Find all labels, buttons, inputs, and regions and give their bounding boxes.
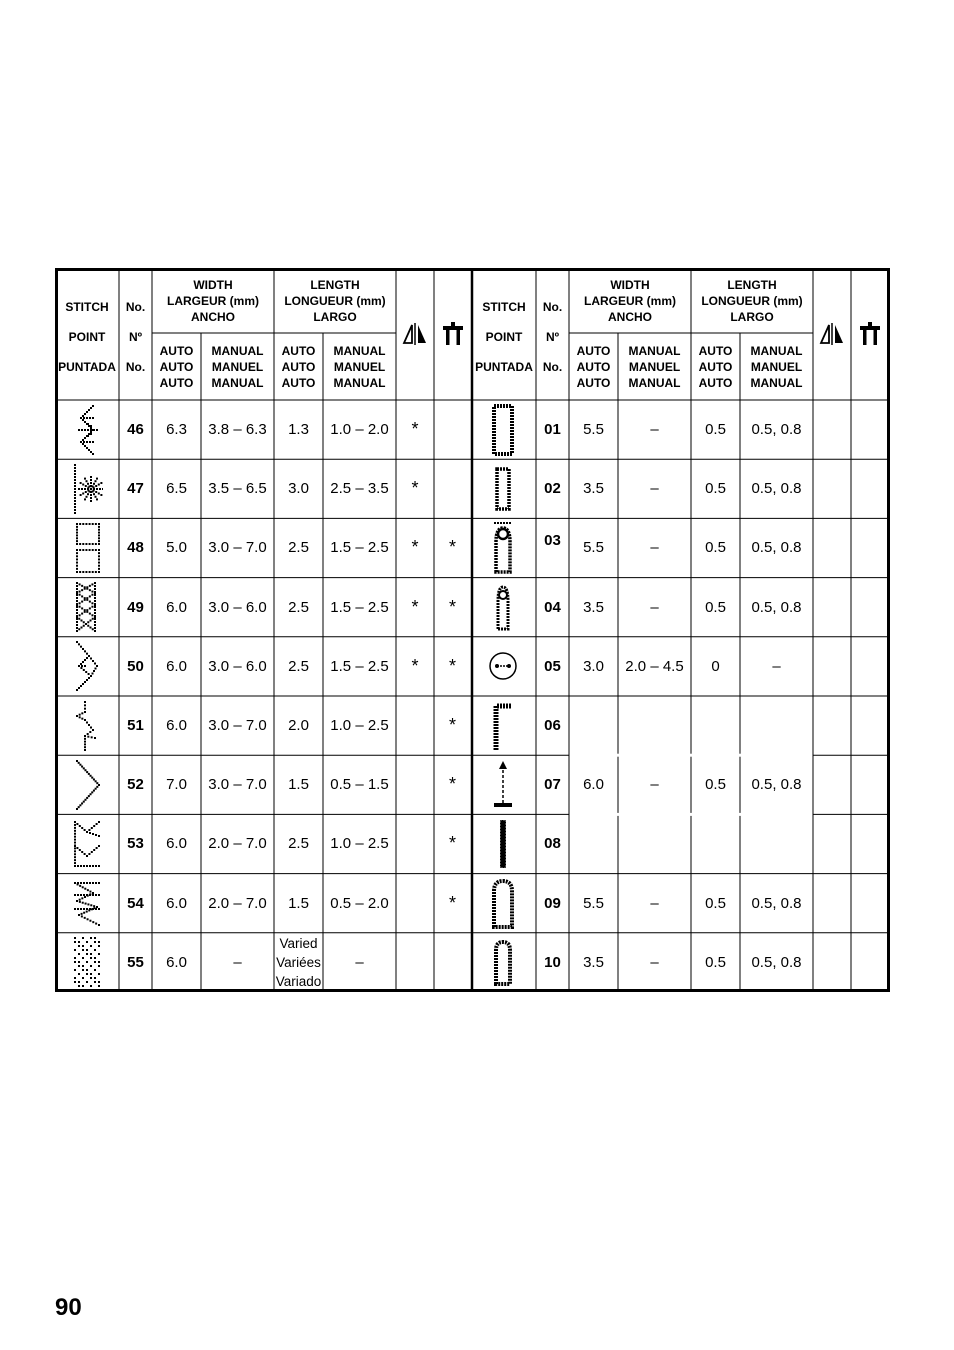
button-sew-05-icon-glyph bbox=[488, 638, 520, 694]
width-manual: 2.0 – 4.5 bbox=[625, 657, 684, 675]
header-width-auto-line: AUTO bbox=[159, 343, 194, 358]
width-auto: 3.5 bbox=[583, 598, 604, 616]
mirror-mark: * bbox=[411, 537, 419, 558]
stitch-49-icon-glyph bbox=[71, 579, 103, 635]
header-length-auto-line: AUTO bbox=[281, 343, 316, 358]
header-length-line: LONGUEUR (mm) bbox=[284, 293, 386, 308]
header-length-auto-line: AUTO bbox=[698, 359, 733, 374]
twin-needle-icon bbox=[434, 268, 471, 400]
header-no bbox=[536, 268, 569, 400]
stitch-number: 50 bbox=[127, 657, 144, 675]
width-manual: 3.0 – 7.0 bbox=[208, 717, 267, 735]
stitch-number: 09 bbox=[544, 894, 561, 912]
mirror-mark bbox=[396, 874, 434, 933]
length-auto: 3.0 bbox=[288, 480, 309, 498]
length-manual: 1.5 – 2.5 bbox=[330, 539, 389, 557]
width-auto: 5.0 bbox=[166, 539, 187, 557]
mirror-glyph bbox=[402, 323, 428, 345]
header-width-line: ANCHO bbox=[191, 309, 235, 324]
twin-needle-mark: * bbox=[448, 596, 456, 617]
header-length-auto-line: AUTO bbox=[281, 359, 316, 374]
length-auto-line: Variado bbox=[275, 973, 322, 989]
header-width bbox=[569, 268, 691, 333]
header-width-manual-line: MANUAL bbox=[628, 343, 681, 358]
twin-needle-mark: * bbox=[448, 715, 456, 736]
length-auto: 0.5 bbox=[705, 480, 726, 498]
eyelet-bar-07-icon bbox=[472, 755, 536, 814]
header-width-manual-line: MANUAL bbox=[211, 343, 264, 358]
length-manual: 1.0 – 2.5 bbox=[330, 835, 389, 853]
twin-needle-glyph bbox=[442, 322, 464, 346]
header-length-manual-line: MANUAL bbox=[333, 343, 386, 358]
width-manual: 3.0 – 7.0 bbox=[208, 776, 267, 794]
header-length-manual bbox=[323, 333, 396, 400]
width-auto: 6.3 bbox=[166, 421, 187, 439]
mirror-icon bbox=[396, 268, 434, 400]
width-manual: – bbox=[650, 421, 659, 439]
stitch-number: 08 bbox=[544, 835, 561, 853]
mirror-mark: * bbox=[411, 419, 419, 440]
width-manual-merged: – bbox=[650, 776, 659, 794]
length-auto: 0.5 bbox=[705, 539, 726, 557]
buttonhole-02-icon-glyph bbox=[488, 461, 520, 517]
header-length-manual-line: MANUEL bbox=[333, 359, 386, 374]
stitch-number: 03 bbox=[544, 532, 561, 550]
stitch-number: 54 bbox=[127, 894, 144, 912]
header-width-auto-line: AUTO bbox=[576, 343, 611, 358]
header-width-line: ANCHO bbox=[608, 309, 652, 324]
header-width-auto bbox=[152, 333, 201, 400]
page-number: 90 bbox=[55, 1294, 82, 1321]
length-auto: 2.0 bbox=[288, 717, 309, 735]
width-auto: 6.0 bbox=[166, 953, 187, 971]
header-no-label: No. bbox=[125, 360, 146, 374]
mirror-icon bbox=[813, 268, 851, 400]
length-auto-merged: 0.5 bbox=[705, 776, 726, 794]
twin-needle-mark bbox=[434, 933, 471, 992]
stitch-number: 52 bbox=[127, 776, 144, 794]
header-width-line: LARGEUR (mm) bbox=[167, 293, 259, 308]
header-length-manual-line: MANUAL bbox=[750, 343, 803, 358]
header-width-manual-line: MANUEL bbox=[211, 359, 264, 374]
header-width-manual-line: MANUEL bbox=[628, 359, 681, 374]
stitch-55-icon bbox=[55, 933, 119, 992]
stitch-53-icon bbox=[55, 814, 119, 873]
stitch-number: 53 bbox=[127, 835, 144, 853]
header-width-line: WIDTH bbox=[610, 277, 650, 292]
header-no-label: No. bbox=[542, 300, 563, 314]
bartack-08-icon bbox=[472, 814, 536, 873]
stitch-number: 48 bbox=[127, 539, 144, 557]
twin-needle-icon bbox=[851, 268, 888, 400]
twin-needle-mark: * bbox=[448, 655, 456, 676]
header-width-auto-line: AUTO bbox=[159, 359, 194, 374]
width-auto: 6.0 bbox=[166, 835, 187, 853]
header-length-auto-line: AUTO bbox=[281, 375, 316, 390]
length-manual: 1.0 – 2.0 bbox=[330, 421, 389, 439]
twin-needle-mark: * bbox=[448, 774, 456, 795]
width-manual: – bbox=[650, 598, 659, 616]
header-width-auto-line: AUTO bbox=[576, 375, 611, 390]
header-width-manual-line: MANUAL bbox=[628, 375, 681, 390]
header-stitch-label: PUNTADA bbox=[475, 360, 533, 374]
stitch-47-icon bbox=[55, 459, 119, 518]
stitch-51-icon-glyph bbox=[71, 698, 103, 754]
length-auto bbox=[274, 933, 323, 992]
buttonhole-03-icon-glyph bbox=[488, 520, 520, 576]
header-width-line: WIDTH bbox=[193, 277, 233, 292]
stitch-55-icon-glyph bbox=[71, 934, 103, 990]
mirror-mark bbox=[396, 755, 434, 814]
header-length bbox=[691, 268, 813, 333]
buttonhole-09-icon bbox=[472, 874, 536, 933]
width-auto-merged: 6.0 bbox=[583, 776, 604, 794]
width-manual: 2.0 – 7.0 bbox=[208, 835, 267, 853]
length-manual: 1.0 – 2.5 bbox=[330, 717, 389, 735]
header-length-auto bbox=[691, 333, 740, 400]
stitch-52-icon-glyph bbox=[71, 757, 103, 813]
width-manual: – bbox=[650, 539, 659, 557]
width-auto: 3.0 bbox=[583, 657, 604, 675]
width-auto: 6.5 bbox=[166, 480, 187, 498]
header-width-line: LARGEUR (mm) bbox=[584, 293, 676, 308]
length-manual: 0.5 – 2.0 bbox=[330, 894, 389, 912]
buttonhole-10-icon-glyph bbox=[488, 934, 520, 990]
header-no bbox=[119, 268, 152, 400]
length-manual: 1.5 – 2.5 bbox=[330, 657, 389, 675]
mirror-mark bbox=[396, 933, 434, 992]
header-no-label: Nº bbox=[128, 330, 143, 344]
stitch-number: 02 bbox=[544, 480, 561, 498]
bartack-08-icon-glyph bbox=[488, 816, 520, 872]
mirror-mark: * bbox=[411, 655, 419, 676]
length-manual: 0.5, 0.8 bbox=[751, 598, 802, 616]
header-length-line: LENGTH bbox=[310, 277, 360, 292]
buttonhole-10-icon bbox=[472, 933, 536, 992]
header-width-auto-line: AUTO bbox=[576, 359, 611, 374]
header-no-label: No. bbox=[542, 360, 563, 374]
width-manual: – bbox=[233, 953, 242, 971]
length-auto: 1.5 bbox=[288, 776, 309, 794]
stitch-52-icon bbox=[55, 755, 119, 814]
header-length bbox=[274, 268, 396, 333]
width-manual: – bbox=[650, 894, 659, 912]
eyelet-bar-07-icon-glyph bbox=[488, 757, 520, 813]
header-length-manual-line: MANUAL bbox=[333, 375, 386, 390]
length-manual: 0.5, 0.8 bbox=[751, 421, 802, 439]
stitch-46-icon-glyph bbox=[71, 402, 103, 458]
width-auto: 6.0 bbox=[166, 894, 187, 912]
length-manual: 2.5 – 3.5 bbox=[330, 480, 389, 498]
stitch-number: 10 bbox=[544, 953, 561, 971]
stitch-48-icon-glyph bbox=[71, 520, 103, 576]
darning-06-icon bbox=[472, 696, 536, 755]
length-manual: 0.5 – 1.5 bbox=[330, 776, 389, 794]
header-length-line: LONGUEUR (mm) bbox=[701, 293, 803, 308]
width-auto: 3.5 bbox=[583, 480, 604, 498]
stitch-54-icon bbox=[55, 874, 119, 933]
header-width-auto bbox=[569, 333, 618, 400]
stitch-number: 49 bbox=[127, 598, 144, 616]
stitch-number: 47 bbox=[127, 480, 144, 498]
length-auto: 0.5 bbox=[705, 598, 726, 616]
width-auto: 5.5 bbox=[583, 894, 604, 912]
stitch-number: 55 bbox=[127, 953, 144, 971]
mirror-glyph bbox=[819, 323, 845, 345]
stitch-number: 46 bbox=[127, 421, 144, 439]
width-manual: 3.0 – 6.0 bbox=[208, 598, 267, 616]
header-width bbox=[152, 268, 274, 333]
twin-needle-mark: * bbox=[448, 892, 456, 913]
length-manual: – bbox=[772, 657, 781, 675]
buttonhole-03-icon bbox=[472, 518, 536, 577]
stitch-number: 06 bbox=[544, 717, 561, 735]
length-manual: – bbox=[355, 953, 364, 971]
stitch-table bbox=[55, 268, 890, 992]
header-length-line: LARGO bbox=[730, 309, 774, 324]
stitch-48-icon bbox=[55, 518, 119, 577]
header-length-line: LENGTH bbox=[727, 277, 777, 292]
mirror-mark: * bbox=[411, 596, 419, 617]
length-manual: 0.5, 0.8 bbox=[751, 953, 802, 971]
width-manual: 3.8 – 6.3 bbox=[208, 421, 267, 439]
length-auto: 0.5 bbox=[705, 953, 726, 971]
header-length-line: LARGO bbox=[313, 309, 357, 324]
length-auto: 0.5 bbox=[705, 421, 726, 439]
mirror-mark bbox=[396, 814, 434, 873]
stitch-number: 04 bbox=[544, 598, 561, 616]
stitch-51-icon bbox=[55, 696, 119, 755]
header-stitch bbox=[472, 268, 536, 400]
buttonhole-09-icon-glyph bbox=[488, 875, 520, 931]
button-sew-05-icon bbox=[472, 637, 536, 696]
stitch-54-icon-glyph bbox=[71, 875, 103, 931]
header-stitch bbox=[55, 268, 119, 400]
width-auto: 6.0 bbox=[166, 598, 187, 616]
stitch-number: 05 bbox=[544, 657, 561, 675]
header-no-label: Nº bbox=[545, 330, 560, 344]
header-length-auto bbox=[274, 333, 323, 400]
buttonhole-01-icon bbox=[472, 400, 536, 459]
stitch-53-icon-glyph bbox=[71, 816, 103, 872]
length-auto: 0 bbox=[711, 657, 720, 675]
header-stitch-label: POINT bbox=[485, 330, 523, 344]
header-width-manual bbox=[201, 333, 274, 400]
width-manual: 3.5 – 6.5 bbox=[208, 480, 267, 498]
width-auto: 6.0 bbox=[166, 657, 187, 675]
buttonhole-02-icon bbox=[472, 459, 536, 518]
header-stitch-label: STITCH bbox=[482, 300, 526, 314]
buttonhole-04-icon-glyph bbox=[488, 579, 520, 635]
header-length-manual bbox=[740, 333, 813, 400]
header-length-manual-line: MANUEL bbox=[750, 359, 803, 374]
width-manual: – bbox=[650, 480, 659, 498]
length-auto: 1.5 bbox=[288, 894, 309, 912]
length-auto: 0.5 bbox=[705, 894, 726, 912]
width-manual: 3.0 – 7.0 bbox=[208, 539, 267, 557]
length-manual: 0.5, 0.8 bbox=[751, 480, 802, 498]
twin-needle-mark bbox=[434, 459, 471, 518]
stitch-50-icon-glyph bbox=[71, 638, 103, 694]
length-auto-line: Varied bbox=[279, 935, 318, 951]
twin-needle-mark: * bbox=[448, 833, 456, 854]
width-auto: 3.5 bbox=[583, 953, 604, 971]
header-length-manual-line: MANUAL bbox=[750, 375, 803, 390]
header-no-label: No. bbox=[125, 300, 146, 314]
header-width-manual bbox=[618, 333, 691, 400]
mirror-mark: * bbox=[411, 478, 419, 499]
length-manual: 0.5, 0.8 bbox=[751, 894, 802, 912]
stitch-number: 07 bbox=[544, 776, 561, 794]
twin-needle-mark: * bbox=[448, 537, 456, 558]
header-length-auto-line: AUTO bbox=[698, 343, 733, 358]
twin-needle-glyph bbox=[859, 322, 881, 346]
length-manual: 1.5 – 2.5 bbox=[330, 598, 389, 616]
stitch-49-icon bbox=[55, 578, 119, 637]
length-auto-line: Variées bbox=[276, 954, 321, 970]
header-stitch-label: PUNTADA bbox=[58, 360, 116, 374]
buttonhole-01-icon-glyph bbox=[488, 402, 520, 458]
stitch-47-icon-glyph bbox=[71, 461, 103, 517]
buttonhole-04-icon bbox=[472, 578, 536, 637]
length-auto: 2.5 bbox=[288, 657, 309, 675]
width-auto: 5.5 bbox=[583, 539, 604, 557]
header-width-auto-line: AUTO bbox=[159, 375, 194, 390]
darning-06-icon-glyph bbox=[488, 698, 520, 754]
header-length-auto-line: AUTO bbox=[698, 375, 733, 390]
length-auto: 1.3 bbox=[288, 421, 309, 439]
length-auto: 2.5 bbox=[288, 835, 309, 853]
header-width-manual-line: MANUAL bbox=[211, 375, 264, 390]
stitch-number: 01 bbox=[544, 421, 561, 439]
stitch-46-icon bbox=[55, 400, 119, 459]
width-auto: 7.0 bbox=[166, 776, 187, 794]
header-stitch-label: STITCH bbox=[65, 300, 109, 314]
width-auto: 5.5 bbox=[583, 421, 604, 439]
mirror-mark bbox=[396, 696, 434, 755]
header-stitch-label: POINT bbox=[68, 330, 106, 344]
stitch-number: 51 bbox=[127, 717, 144, 735]
width-manual: 2.0 – 7.0 bbox=[208, 894, 267, 912]
length-auto: 2.5 bbox=[288, 598, 309, 616]
stitch-50-icon bbox=[55, 637, 119, 696]
twin-needle-mark bbox=[434, 400, 471, 459]
length-manual-merged: 0.5, 0.8 bbox=[751, 776, 802, 794]
width-manual: 3.0 – 6.0 bbox=[208, 657, 267, 675]
length-auto: 2.5 bbox=[288, 539, 309, 557]
width-auto: 6.0 bbox=[166, 717, 187, 735]
width-manual: – bbox=[650, 953, 659, 971]
length-manual: 0.5, 0.8 bbox=[751, 539, 802, 557]
